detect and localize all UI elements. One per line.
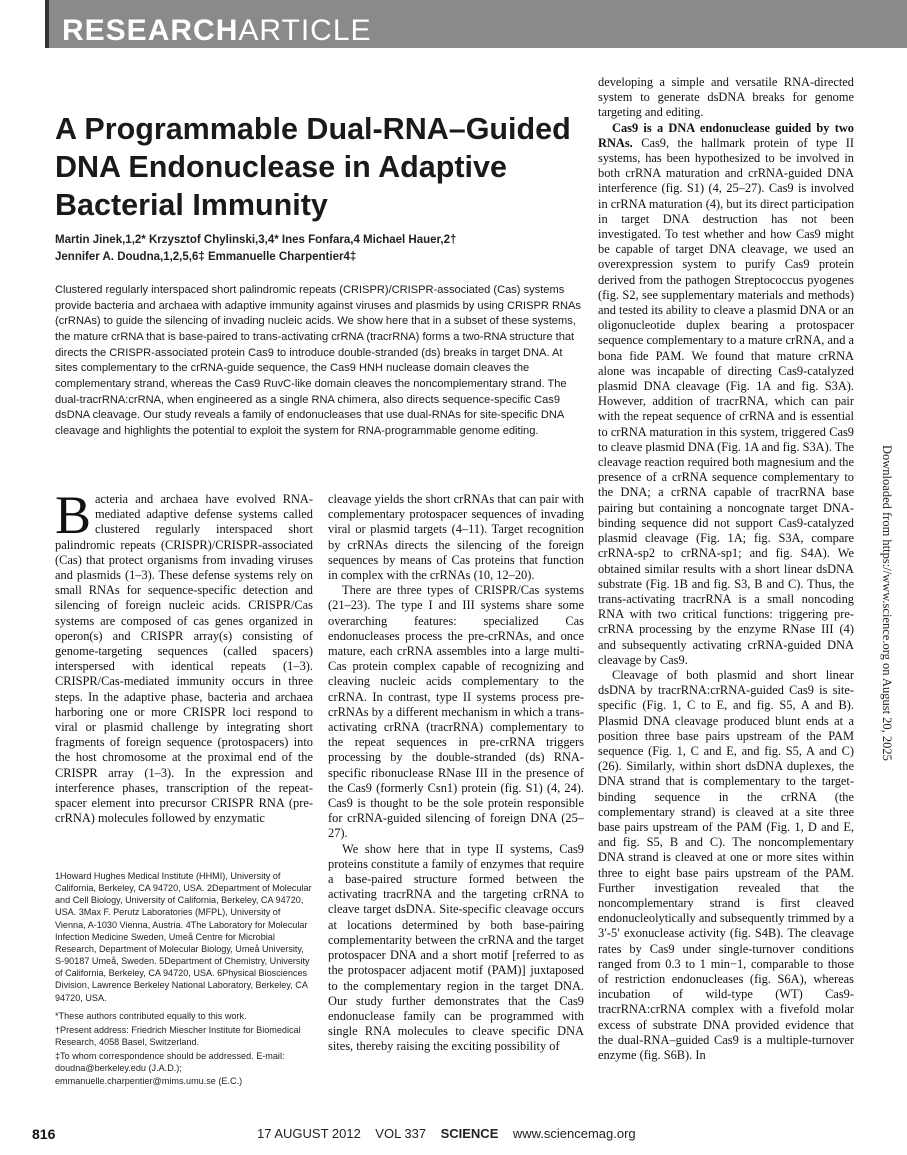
running-footer [257, 1126, 636, 1141]
journal-name: SCIENCE [440, 1126, 499, 1141]
author-line-1: Martin Jinek,1,2* Krzysztof Chylinski,3,4* Ines Fonfara,4 Michael Hauer,2† [55, 234, 457, 246]
paragraph: cleavage yields the short crRNAs that can pair with complementary protospacer sequences of invading viral or plasmid targets (4–11). Target recognition by crRNAs directs the silencing of the foreign sequences by means of Cas proteins that function in complex with the crRNAs (10, 12–20). [328, 492, 584, 583]
present-address-note: †Present address: Friedrich Miescher Institute for Biomedical Research, 4058 Basel, Switzerland. [55, 1024, 301, 1048]
paragraph: acteria and archaea have evolved RNA-mediated adaptive defense systems called clustered regularly interspaced short palindromic repeats (CRISPR)/CRISPR-associated (Cas) that protect organisms from invading viruses and plasmids (1–3). These defense systems rely on small RNAs for sequence-specific detection and silencing of foreign nucleic acids. CRISPR/Cas systems are composed of cas genes organized in operon(s) and CRISPR array(s) consisting of genome-targeting sequences (called spacers) interspersed with identical repeats (1–3). CRISPR/Cas-mediated immunity occurs in three steps. In the adaptive phase, bacteria and archaea harboring one or more CRISPR loci respond to viral or plasmid challenge by integrating short fragments of foreign sequence (protospacers) into the host chromosome at the proximal end of the CRISPR array (1–3). In the expression and interference phases, transcription of the repeat-spacer element into precursor CRISPR RNA (pre-crRNA) molecules followed by enzymatic [55, 492, 313, 826]
footnotes [55, 870, 313, 1093]
article-title: A Programmable Dual-RNA–Guided DNA Endonuclease in Adaptive Bacterial Immunity [55, 112, 571, 222]
author-line-2: Jennifer A. Doudna,1,2,5,6‡ Emmanuelle Charpentier4‡ [55, 251, 357, 263]
paragraph: Cleavage of both plasmid and short linear dsDNA by tracrRNA:crRNA-guided Cas9 is site-specific (Fig. 1, C to E, and fig. S5, A and B). Plasmid DNA cleavage produced blunt ends at a position three base pairs upstream of the PAM sequence (Fig. 1, C and E, and fig. S5, A and C) (26). Similarly, within short dsDNA duplexes, the DNA strand that is complementary to the target-binding sequence in the crRNA (the complementary strand) is cleaved at a site three base pairs upstream of the PAM (Fig. 1, D and E, and fig. S5, B and C). The noncomplementary DNA strand is cleaved at one or more sites within three to eight base pairs upstream of the PAM. Further investigation revealed that the noncomplementary strand is first cleaved endonucleolytically and subsequently trimmed by a 3′-5′ exonuclease activity (fig. S4B). The cleavage rates by Cas9 under single-turnover conditions ranged from 0.3 to 1 min−1, comparable to those of restriction endonucleases (fig. S6A), whereas incubation of wild-type (WT) Cas9-tracrRNA:crRNA complex with a fivefold molar excess of substrate DNA provided evidence that the dual-RNA–guided Cas9 is a multiple-turnover enzyme (fig. S6B). In [598, 667, 854, 1062]
download-notice-text: Downloaded from https://www.science.org on August 20, 2025 [880, 445, 894, 761]
volume: VOL 337 [375, 1126, 427, 1141]
paragraph: There are three types of CRISPR/Cas systems (21–23). The type I and III systems share some overarching features: specialized Cas endonucleases process the pre-crRNAs, and once mature, each crRNA assembles into a large multi-Cas protein complex capable of recognizing and cleaving nucleic acids complementary to the crRNA. In contrast, type II systems process pre-crRNAs by a different mechanism in which a trans-activating crRNA (tracrRNA) complementary to the repeat sequences in pre-crRNA triggers processing by the double-stranded (ds) RNA-specific ribonuclease RNase III in the presence of the Cas9 (formerly Csn1) protein (fig. S1) (4, 24). Cas9 is thought to be the sole protein responsible for crRNA-guided silencing of foreign DNA (25–27). [328, 583, 584, 841]
paragraph: developing a simple and versatile RNA-directed system to generate dsDNA breaks for genome targeting and editing. [598, 75, 854, 120]
paragraph: Cas9, the hallmark protein of type II systems, has been hypothesized to be involved in both crRNA maturation and crRNA-guided DNA interference (fig. S1) (4, 25–27). Cas9 is involved in crRNA maturation (4), but its direct participation in target DNA destruction has not been investigated. To test whether and how Cas9 might be capable of target DNA cleavage, we used an overexpression system to purify Cas9 protein derived from the pathogen Streptococcus pyogenes (fig. S2, see supplementary materials and methods) and tested its ability to cleave a plasmid DNA or an oligonucleotide duplex bearing a protospacer sequence complementary to a mature crRNA, and a bona fide PAM. We found that mature crRNA alone was incapable of directing Cas9-catalyzed plasmid DNA cleavage (Fig. 1A and fig. S3A). However, addition of tracrRNA, which can pair with the repeat sequence of crRNA and is essential to crRNA maturation in this system, triggered Cas9 to cleave plasmid DNA (Fig. 1A and fig. S3A). The cleavage reaction required both magnesium and the presence of a crRNA sequence complementary to the DNA; a crRNA capable of tracrRNA base pairing but containing a noncognate target DNA-binding sequence did not support Cas9-catalyzed plasmid cleavage (Fig. 1A; fig. S3A, compare crRNA-sp2 to crRNA-sp1; and fig. S4A). We obtained similar results with a short linear dsDNA substrate (Fig. 1B and fig. S3, B and C). Thus, the trans-activating tracrRNA is a small noncoding RNA with two critical functions: triggering pre-crRNA processing by the enzyme RNase III (4) and subsequently activating crRNA-guided DNA cleavage by Cas9. [598, 135, 855, 667]
body-column-3 [598, 75, 854, 1063]
correspondence-note: ‡To whom correspondence should be addressed. E-mail: doudna@berkeley.edu (J.A.D.); emmanuelle.charpentier@mims.umu.se (E.C.) [55, 1051, 285, 1086]
section-label-bold: RESEARCH [62, 14, 239, 47]
author-list [55, 232, 575, 266]
equal-contribution-note: *These authors contributed equally to this work. [55, 1010, 247, 1021]
page-number: 816 [32, 1126, 56, 1142]
section-label-thin: ARTICLE [238, 14, 372, 47]
abstract: Clustered regularly interspaced short palindromic repeats (CRISPR)/CRISPR-associated (Cas) systems provide bacteria and archaea with adaptive immunity against viruses and plasmids by using CRISPR RNAs (crRNAs) to guide the silencing of invading nucleic acids. We show here that in a subset of these systems, the mature crRNA that is base-paired to trans-activating crRNA (tracrRNA) forms a two-RNA structure that directs the CRISPR-associated protein Cas9 to introduce double-stranded (ds) breaks in target DNA. At sites complementary to the crRNA-guide sequence, the Cas9 HNH nuclease domain cleaves the complementary strand, whereas the Cas9 RuvC-like domain cleaves the noncomplementary strand. The dual-tracrRNA:crRNA, when engineered as a single RNA chimera, also directs sequence-specific Cas9 dsDNA cleavage. Our study reveals a family of endonucleases that use dual-RNAs for site-specific DNA cleavage and highlights the potential to exploit the system for RNA-programmable genome editing. [55, 284, 581, 437]
drop-cap: B [55, 485, 92, 545]
paragraph: We show here that in type II systems, Cas9 proteins constitute a family of enzymes that require a base-paired structure formed between the activating tracrRNA and the targeting crRNA to cleave target dsDNA. Site-specific cleavage occurs at locations determined by both base-pairing complementarity between the crRNA and the target protospacer DNA and a short motif [referred to as the protospacer adjacent motif (PAM)] juxtaposed to the complementary region in the target DNA. Our study further demonstrates that the Cas9 endonuclease family can be programmed with single RNA molecules to cleave specific DNA sites, thereby raising the exciting possibility of [328, 841, 584, 1054]
header-rule [45, 0, 49, 48]
download-notice [880, 445, 898, 775]
issue-date: 17 AUGUST 2012 [257, 1126, 361, 1141]
section-label [62, 14, 372, 48]
body-column-2 [328, 492, 584, 1055]
affiliations: 1Howard Hughes Medical Institute (HHMI), University of California, Berkeley, CA 94720, USA. 2Department of Molecular and Cell Biology, University of California, Berkeley, CA 94720, USA. 3Max F. Perutz Laboratories (MFPL), University of Vienna, A-1030 Vienna, Austria. 4The Laboratory for Molecular Infection Medicine Sweden, Umeå Centre for Microbial Research, Department of Molecular Biology, Umeå University, S-90187 Umeå, Sweden. 5Department of Chemistry, University of California, Berkeley, CA 94720, USA. 6Physical Biosciences Division, Lawrence Berkeley National Laboratory, Berkeley, CA 94720, USA. [55, 871, 312, 1003]
journal-url: www.sciencemag.org [512, 1126, 636, 1141]
section-heading: Cas9 is a DNA endonuclease guided by two RNAs. [598, 120, 854, 150]
body-column-1 [55, 485, 313, 826]
